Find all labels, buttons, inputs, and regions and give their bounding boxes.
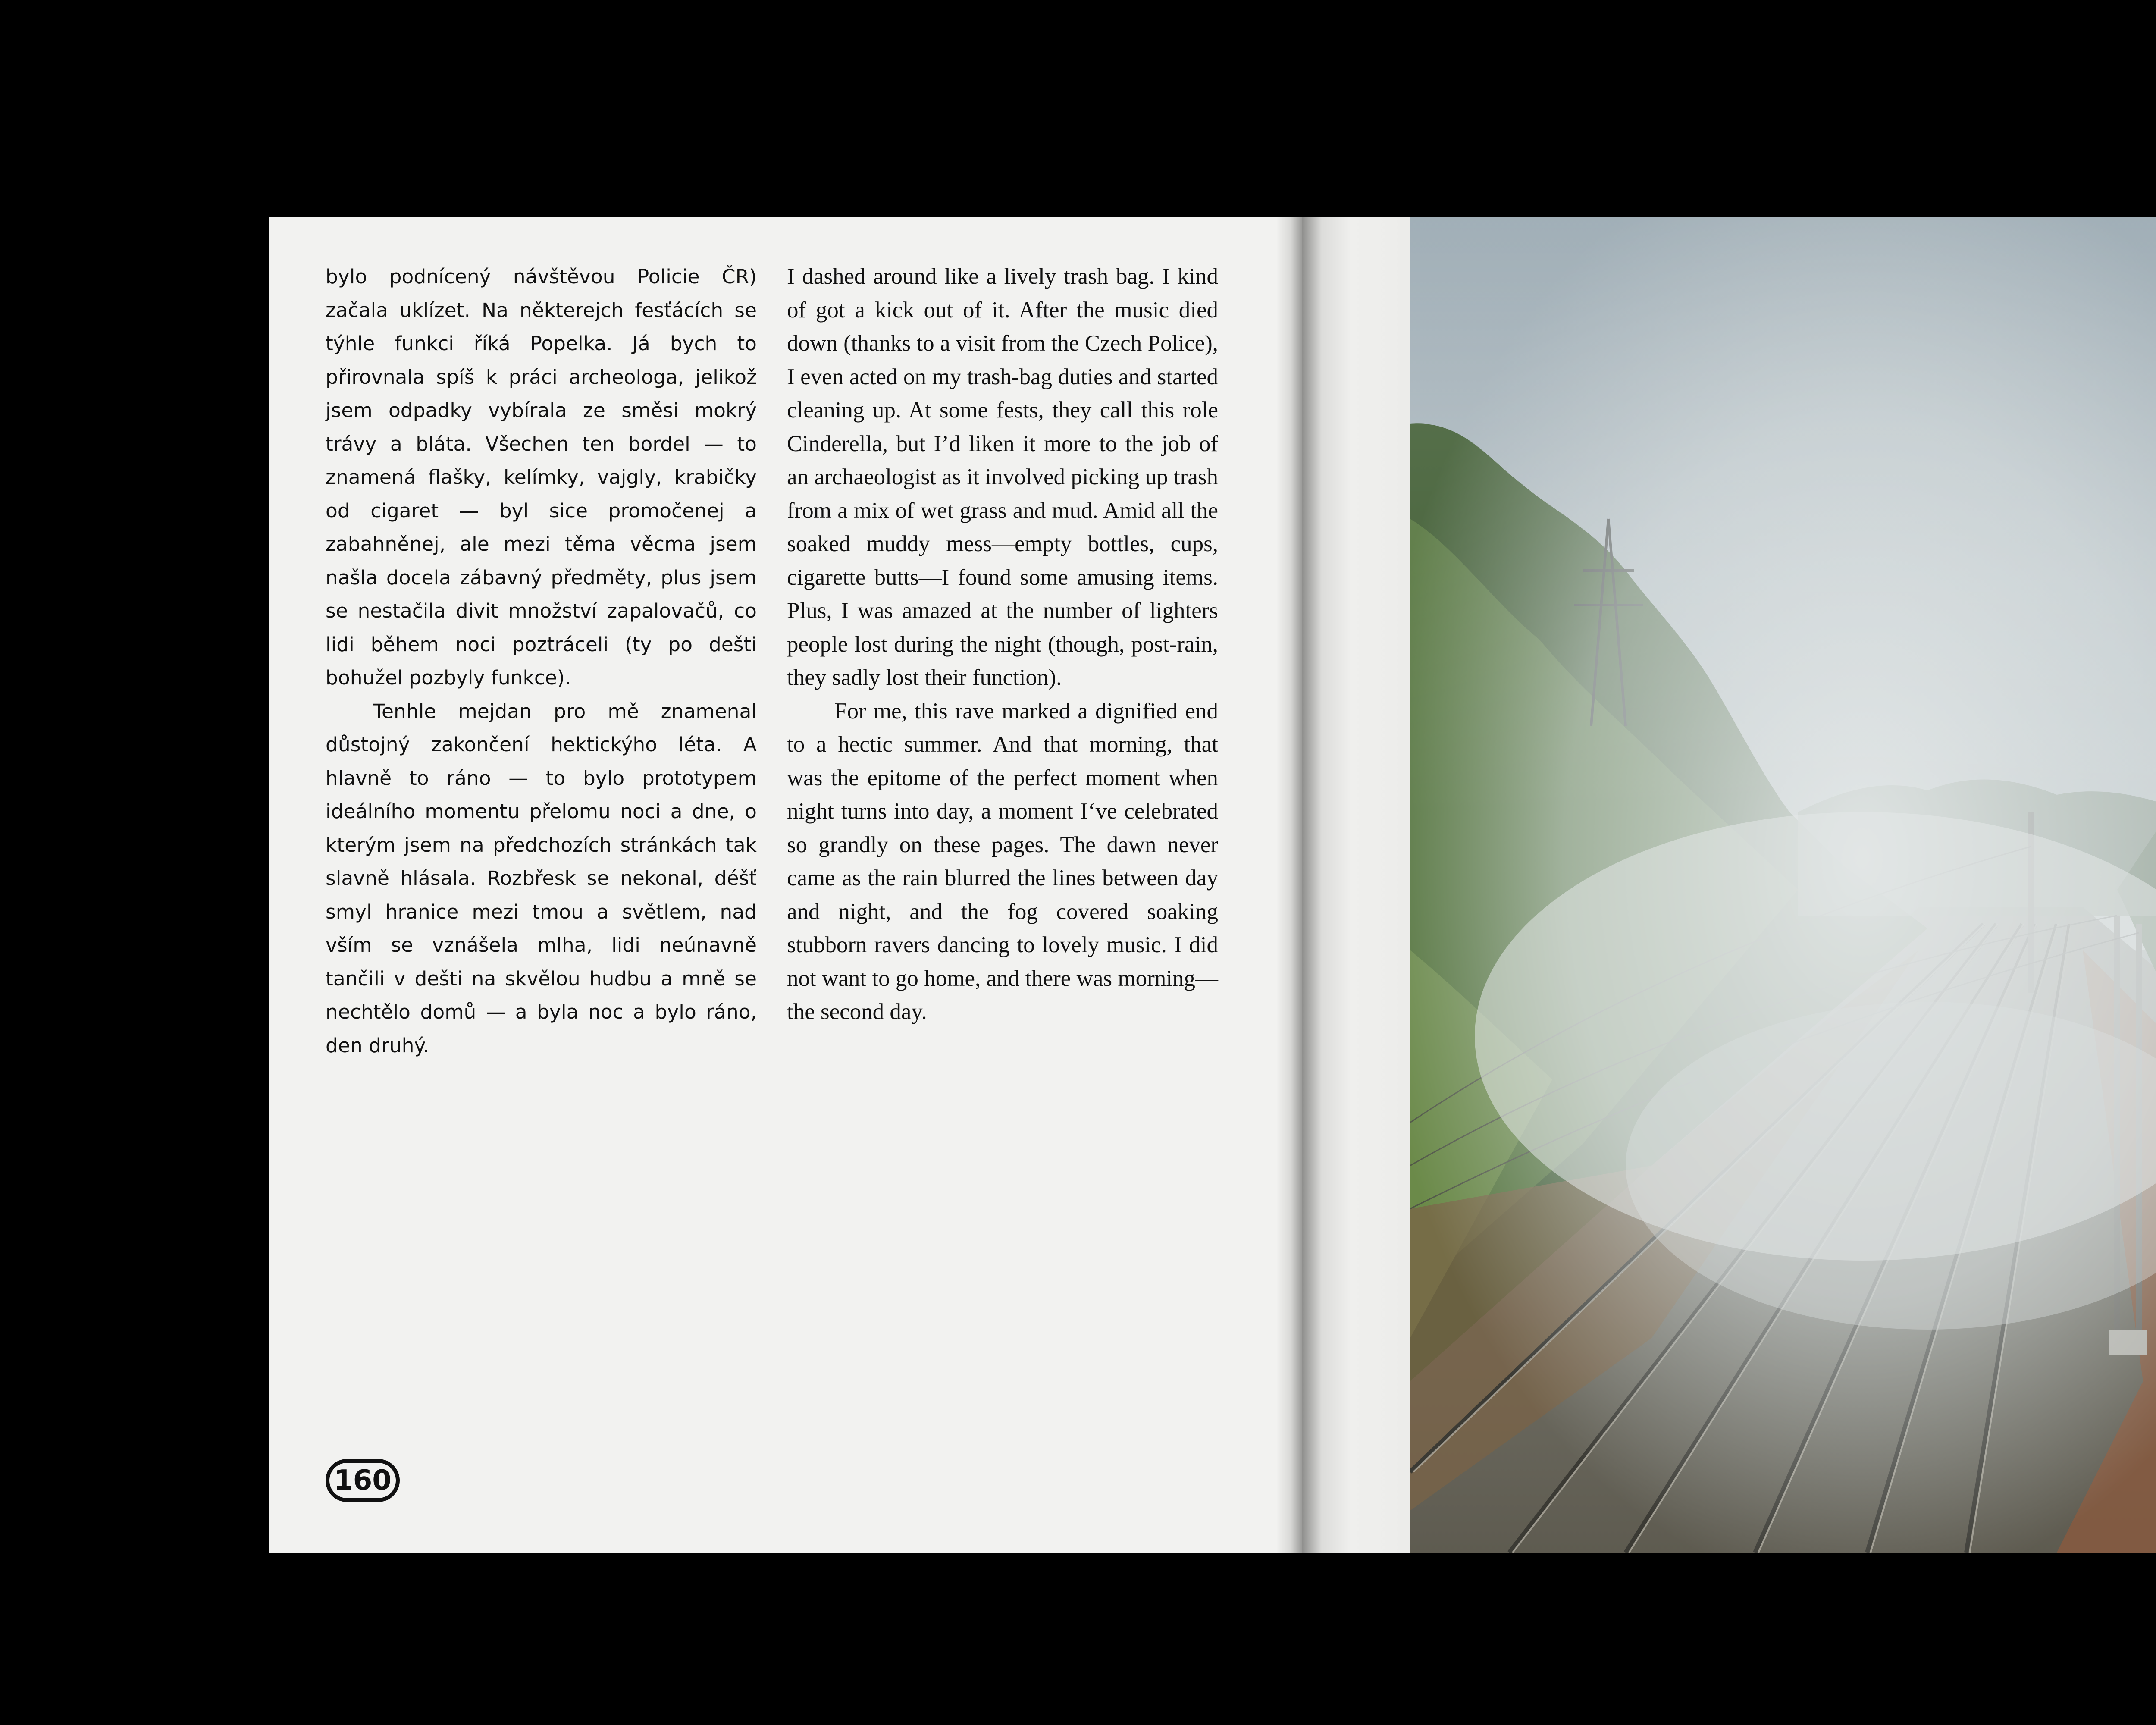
czech-paragraph: Tenhle mejdan pro mě znamenal důstojný zakončení hektickýho léta. A hlavně to ráno — to bylo prototypem ideálního momentu přelomu noci a dne, o kterým jsem na předchozích stránkách tak slavně hlásala. Rozbřesk se nekonal, déšť smyl hranice mezi tmou a světlem, nad vším se vznášela mlha, lidi neúnavně tančili v dešti na skvělou hudbu a mně se nechtělo domů — a byla noc a bylo ráno, den druhý.	[326, 699, 757, 1057]
english-paragraph: I dashed around like a lively trash bag. I kind of got a kick out of it. After the music died down (thanks to a visit from the Czech Police), I even acted on my trash-bag duties and started cleaning up. At some fests, they call this role Cinderella, but I’d liken it more to the job of an archaeologist as it involved picking up trash from a mix of wet grass and mud. Amid all the soaked muddy mess—empty bottles, cups, cigarette butts—I found some amusing items. Plus, I was amazed at the number of lighters people lost during the night (though, post-rain, they sadly lost their function).	[787, 264, 1218, 690]
english-text-column	[787, 260, 1218, 1029]
railway-photo-illustration	[1410, 217, 2156, 1552]
page-number: 160	[326, 1459, 400, 1502]
page-flap	[1302, 217, 1410, 1552]
czech-paragraph: bylo podnícený návštěvou Policie ČR) začala uklízet. Na některejch fesťácích se týhle funkci říká Popelka. Já bych to přirovnala spíš k práci archeologa, jelikož jsem odpadky vybírala ze směsi mokrý trávy a bláta. Všechen ten bordel — to znamená flašky, kelímky, vajgly, krabičky od cigaret — byl sice promočenej a zabahněnej, ale mezi těma věcma jsem našla docela zábavný předměty, plus jsem se nestačila divit množství zapalovačů, co lidi během noci poztráceli (ty po dešti bohužel pozbyly funkce).	[326, 265, 757, 689]
book-gutter	[1276, 217, 1302, 1552]
english-paragraph: For me, this rave marked a dignified end to a hectic summer. And that morning, that was the epitome of the perfect moment when night turns into day, a moment I‘ve celebrated so grandly on these pages. The dawn never came as the rain blurred the lines between day and night, and the fog covered soaking stubborn ravers dancing to lovely music. I did not want to go home, and there was morning—the second day.	[787, 698, 1218, 1024]
railway-photo	[1410, 217, 2156, 1552]
czech-text-column	[326, 260, 757, 1062]
left-page	[270, 217, 1302, 1552]
